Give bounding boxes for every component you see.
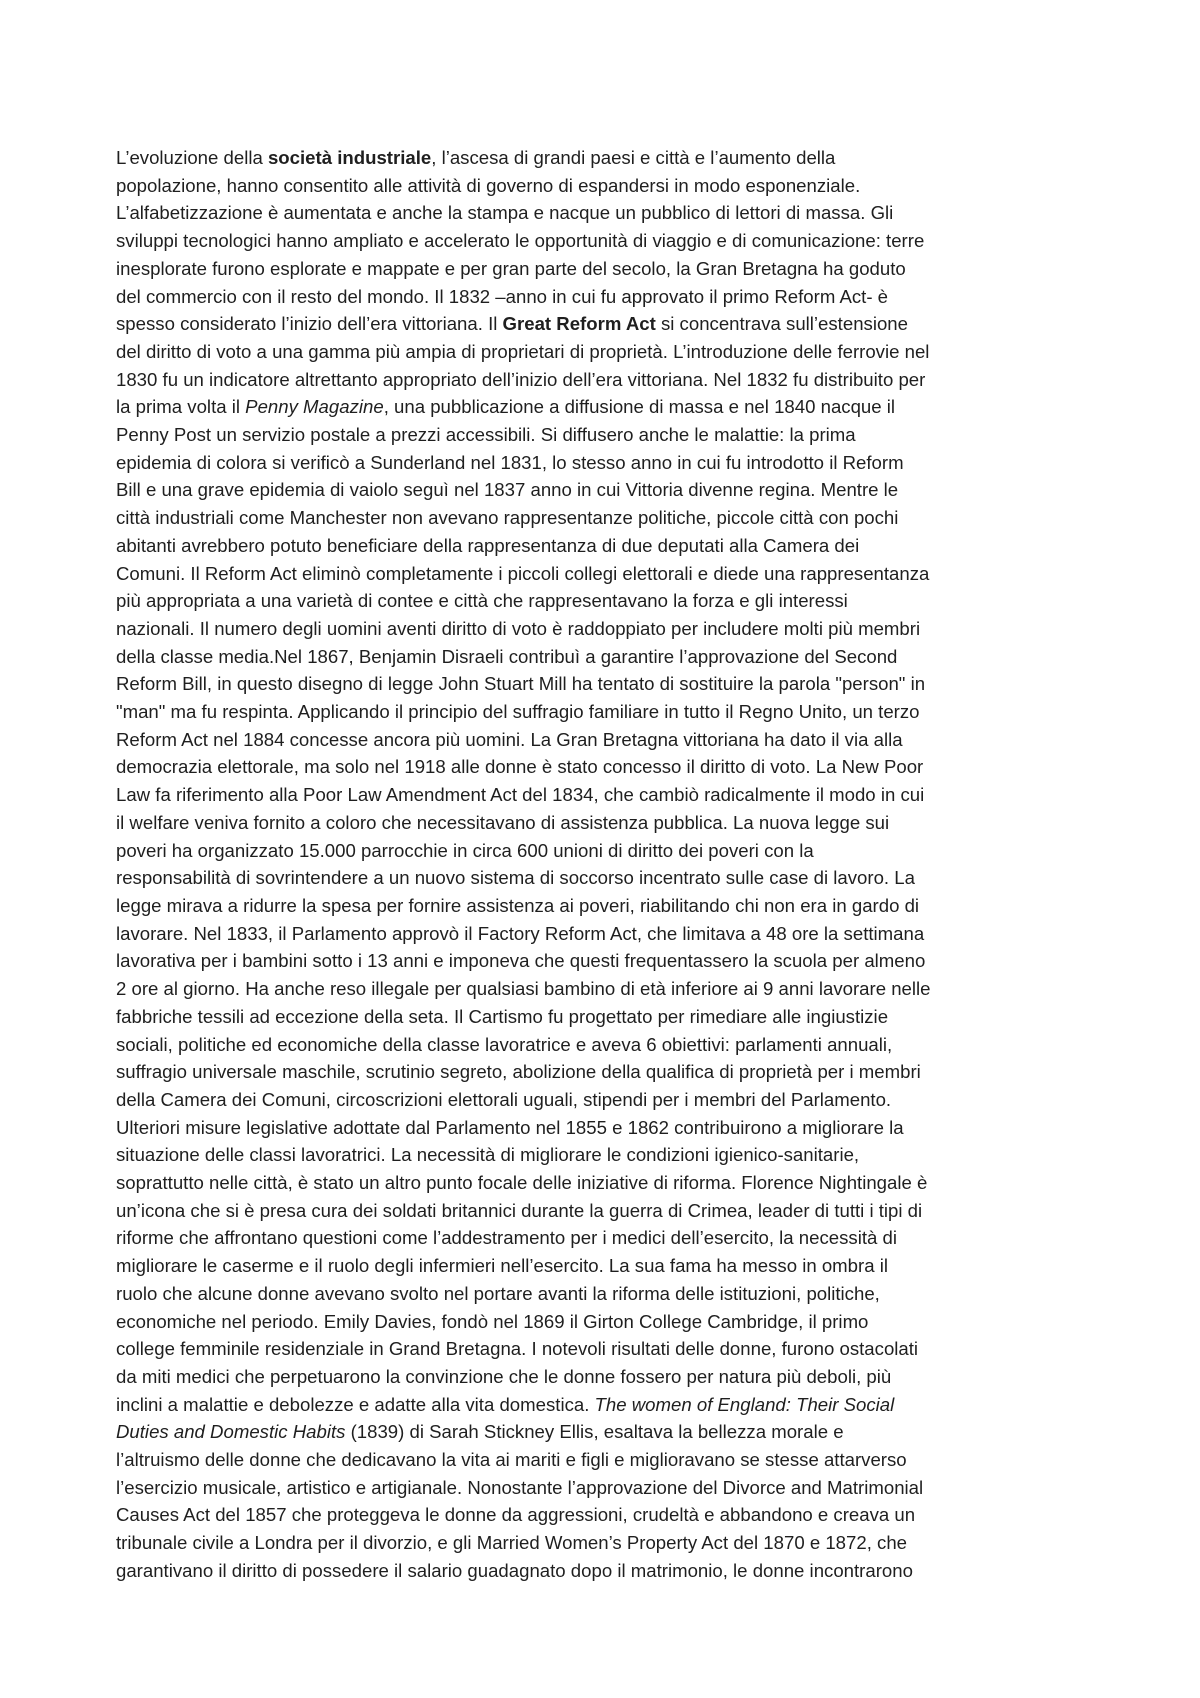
bold-text: società industriale [267,147,432,168]
text-run: la prima volta il [116,396,246,418]
text-run: il welfare veniva fornito a coloro che necessitavano di assistenza pubblica. La nuova legge sui [116,811,890,833]
text-line [116,1501,1096,1529]
text-run: inclini a malattie e debolezze e adatte alla vita domestica. [116,1393,595,1415]
text-line [116,1224,1096,1252]
text-run: Causes Act del 1857 che proteggeva le donne da aggressioni, crudeltà e abbandono e creava un [116,1504,916,1526]
text-run: nazionali. Il numero degli uomini aventi diritto di voto è raddoppiato per includere molti più membri [116,617,921,639]
text-line [116,1474,1096,1502]
text-line [116,338,1096,366]
text-line [116,1335,1096,1363]
text-run: inesplorate furono esplorate e mappate e per gran parte del secolo, la Gran Bretagna ha goduto [116,257,906,279]
text-run: garantivano il diritto di possedere il salario guadagnato dopo il matrimonio, le donne incontrarono [116,1559,913,1581]
text-run: democrazia elettorale, ma solo nel 1918 alle donne è stato concesso il diritto di voto. La New Poor [116,756,924,778]
text-line [116,449,1096,477]
text-run: L’evoluzione della [116,147,268,168]
text-line [116,393,1096,421]
text-line [116,670,1096,698]
text-line [116,1363,1096,1391]
text-line [116,1086,1096,1114]
text-run: Ulteriori misure legislative adottate dal Parlamento nel 1855 e 1862 contribuirono a migliorare la [116,1116,904,1138]
text-line [116,837,1096,865]
text-run: riforme che affrontano questioni come l’addestramento per i medici dell’esercito, la necessità di [116,1227,897,1249]
text-line [116,892,1096,920]
text-run: tribunale civile a Londra per il divorzio, e gli Married Women’s Property Act del 1870 e 1872, che [116,1532,908,1554]
text-line [116,809,1096,837]
text-run: più appropriata a una varietà di contee e città che rappresentavano la forza e gli interessi [116,590,848,612]
text-run: "man" ma fu respinta. Applicando il principio del suffragio familiare in tutto il Regno Unito, un terzo [116,701,920,723]
text-line [116,781,1096,809]
text-run: legge mirava a ridurre la spesa per fornire assistenza ai poveri, riabilitando chi non era in gardo di [116,894,920,916]
text-run: Comuni. Il Reform Act eliminò completamente i piccoli collegi elettorali e diede una rappresentanza [116,562,930,584]
text-line [116,947,1096,975]
text-line [116,1169,1096,1197]
text-run: migliorare le caserme e il ruolo degli infermieri nell’esercito. La sua fama ha messo in ombra il [116,1255,888,1277]
text-run: popolazione, hanno consentito alle attività di governo di espandersi in modo esponenziale. [116,174,861,196]
text-line [116,1031,1096,1059]
text-line [116,615,1096,643]
text-line [116,643,1096,671]
text-run: si concentrava sull’estensione [655,313,908,335]
text-line [116,698,1096,726]
text-line [116,1141,1096,1169]
text-run: lavorativa per i bambini sotto i 13 anni e imponeva che questi frequentassero la scuola per almeno [116,950,926,972]
text-run: l’esercizio musicale, artistico e artigianale. Nonostante l’approvazione del Divorce and Matrimonial [116,1476,924,1498]
text-run: soprattutto nelle città, è stato un altro punto focale delle iniziative di riforma. Florence Nightingale è [116,1172,928,1194]
text-line [116,1197,1096,1225]
text-run: epidemia di colora si verificò a Sunderland nel 1831, lo stesso anno in cui fu introdotto il Reform [116,451,904,473]
text-line [116,532,1096,560]
text-run: abitanti avrebbero potuto beneficiare della rappresentanza di due deputati alla Camera dei [116,534,860,556]
bold-text: Great Reform Act [502,313,656,335]
text-run: (1839) di Sarah Stickney Ellis, esaltava la bellezza morale e [345,1421,844,1443]
text-line [116,1003,1096,1031]
text-run: responsabilità di sovrintendere a un nuovo sistema di soccorso incentrato sulle case di lavoro. La [116,867,915,889]
text-run: del commercio con il resto del mondo. Il 1832 –anno in cui fu approvato il primo Reform Act- è [116,285,889,307]
text-run: ruolo che alcune donne avevano svolto nel portare avanti la riforma delle istituzioni, politiche, [116,1282,880,1304]
text-line [116,864,1096,892]
text-line [116,975,1096,1003]
text-line [116,920,1096,948]
text-run: 1830 fu un indicatore altrettanto appropriato dell’inizio dell’era vittoriana. Nel 1832 fu distribuito per [116,368,926,390]
italic-text: The women of England: Their Social [594,1393,895,1415]
text-line [116,1114,1096,1142]
text-line [116,144,1096,172]
text-run: college femminile residenziale in Grand Bretagna. I notevoli risultati delle donne, furono ostacolati [116,1338,919,1360]
text-run: fabbriche tessili ad eccezione della seta. Il Cartismo fu progettato per rimediare alle ingiustizie [116,1005,889,1027]
text-line [116,310,1096,338]
text-run: Reform Act nel 1884 concesse ancora più uomini. La Gran Bretagna vittoriana ha dato il via alla [116,728,903,750]
text-line [116,227,1096,255]
text-run: Reform Bill, in questo disegno di legge John Stuart Mill ha tentato di sostituire la parola "person" in [116,673,926,695]
text-run: città industriali come Manchester non avevano rappresentanze politiche, piccole città con pochi [116,507,899,529]
text-run: 2 ore al giorno. Ha anche reso illegale per qualsiasi bambino di età inferiore ai 9 anni lavorare nelle [116,978,931,1000]
text-line [116,283,1096,311]
text-run: economiche nel periodo. Emily Davies, fondò nel 1869 il Girton College Cambridge, il primo [116,1310,869,1332]
text-run: della Camera dei Comuni, circoscrizioni elettorali uguali, stipendi per i membri del Parlamento. [116,1088,892,1110]
text-line [116,726,1096,754]
text-run: un’icona che si è presa cura dei soldati britannici durante la guerra di Crimea, leader di tutti i tipi di [116,1199,923,1221]
text-run: della classe media.Nel 1867, Benjamin Disraeli contribuì a garantire l’approvazione del Second [116,645,898,667]
text-line [116,753,1096,781]
text-run: Law fa riferimento alla Poor Law Amendment Act del 1834, che cambiò radicalmente il modo in cui [116,784,925,806]
body-paragraph [116,144,1096,1585]
text-run: lavorare. Nel 1833, il Parlamento approvò il Factory Reform Act, che limitava a 48 ore la settimana [116,922,925,944]
text-line [116,476,1096,504]
text-run: Penny Post un servizio postale a prezzi accessibili. Si diffusero anche le malattie: la prima [116,424,856,446]
text-run: sociali, politiche ed economiche della classe lavoratrice e aveva 6 obiettivi: parlamenti annuali, [116,1033,893,1055]
text-line [116,199,1096,227]
text-run: Bill e una grave epidemia di vaiolo seguì nel 1837 anno in cui Vittoria divenne regina. Mentre le [116,479,899,501]
text-line [116,172,1096,200]
text-line [116,1446,1096,1474]
text-line [116,366,1096,394]
text-line [116,504,1096,532]
text-run: suffragio universale maschile, scrutinio segreto, abolizione della qualifica di proprietà per i membri [116,1061,921,1083]
text-line [116,1058,1096,1086]
text-line [116,1391,1096,1419]
text-line [116,421,1096,449]
text-run: del diritto di voto a una gamma più ampia di proprietari di proprietà. L’introduzione delle ferrovie nel [116,340,930,362]
text-line [116,255,1096,283]
text-run: spesso considerato l’inizio dell’era vittoriana. Il [116,313,503,335]
text-run: da miti medici che perpetuarono la convinzione che le donne fossero per natura più deboli, più [116,1365,892,1387]
italic-text: Penny Magazine [245,396,384,418]
text-run: , l’ascesa di grandi paesi e città e l’aumento della [431,147,836,168]
text-run: , una pubblicazione a diffusione di massa e nel 1840 nacque il [383,396,896,418]
text-run: poveri ha organizzato 15.000 parrocchie in circa 600 unioni di diritto dei poveri con la [116,839,814,861]
text-run: l’altruismo delle donne che dedicavano la vita ai mariti e figli e miglioravano se stesse attarverso [116,1449,907,1471]
text-line [116,560,1096,588]
text-line [116,587,1096,615]
italic-text: Duties and Domestic Habits [116,1421,346,1443]
text-run: sviluppi tecnologici hanno ampliato e accelerato le opportunità di viaggio e di comunicazione: terre [116,230,925,252]
text-run: situazione delle classi lavoratrici. La necessità di migliorare le condizioni igienico-sanitarie, [116,1144,860,1166]
text-run: L’alfabetizzazione è aumentata e anche la stampa e nacque un pubblico di lettori di massa. Gli [116,202,894,224]
text-line [116,1418,1096,1446]
text-line [116,1308,1096,1336]
text-line [116,1529,1096,1557]
text-line [116,1280,1096,1308]
text-line [116,1557,1096,1585]
text-line [116,1252,1096,1280]
